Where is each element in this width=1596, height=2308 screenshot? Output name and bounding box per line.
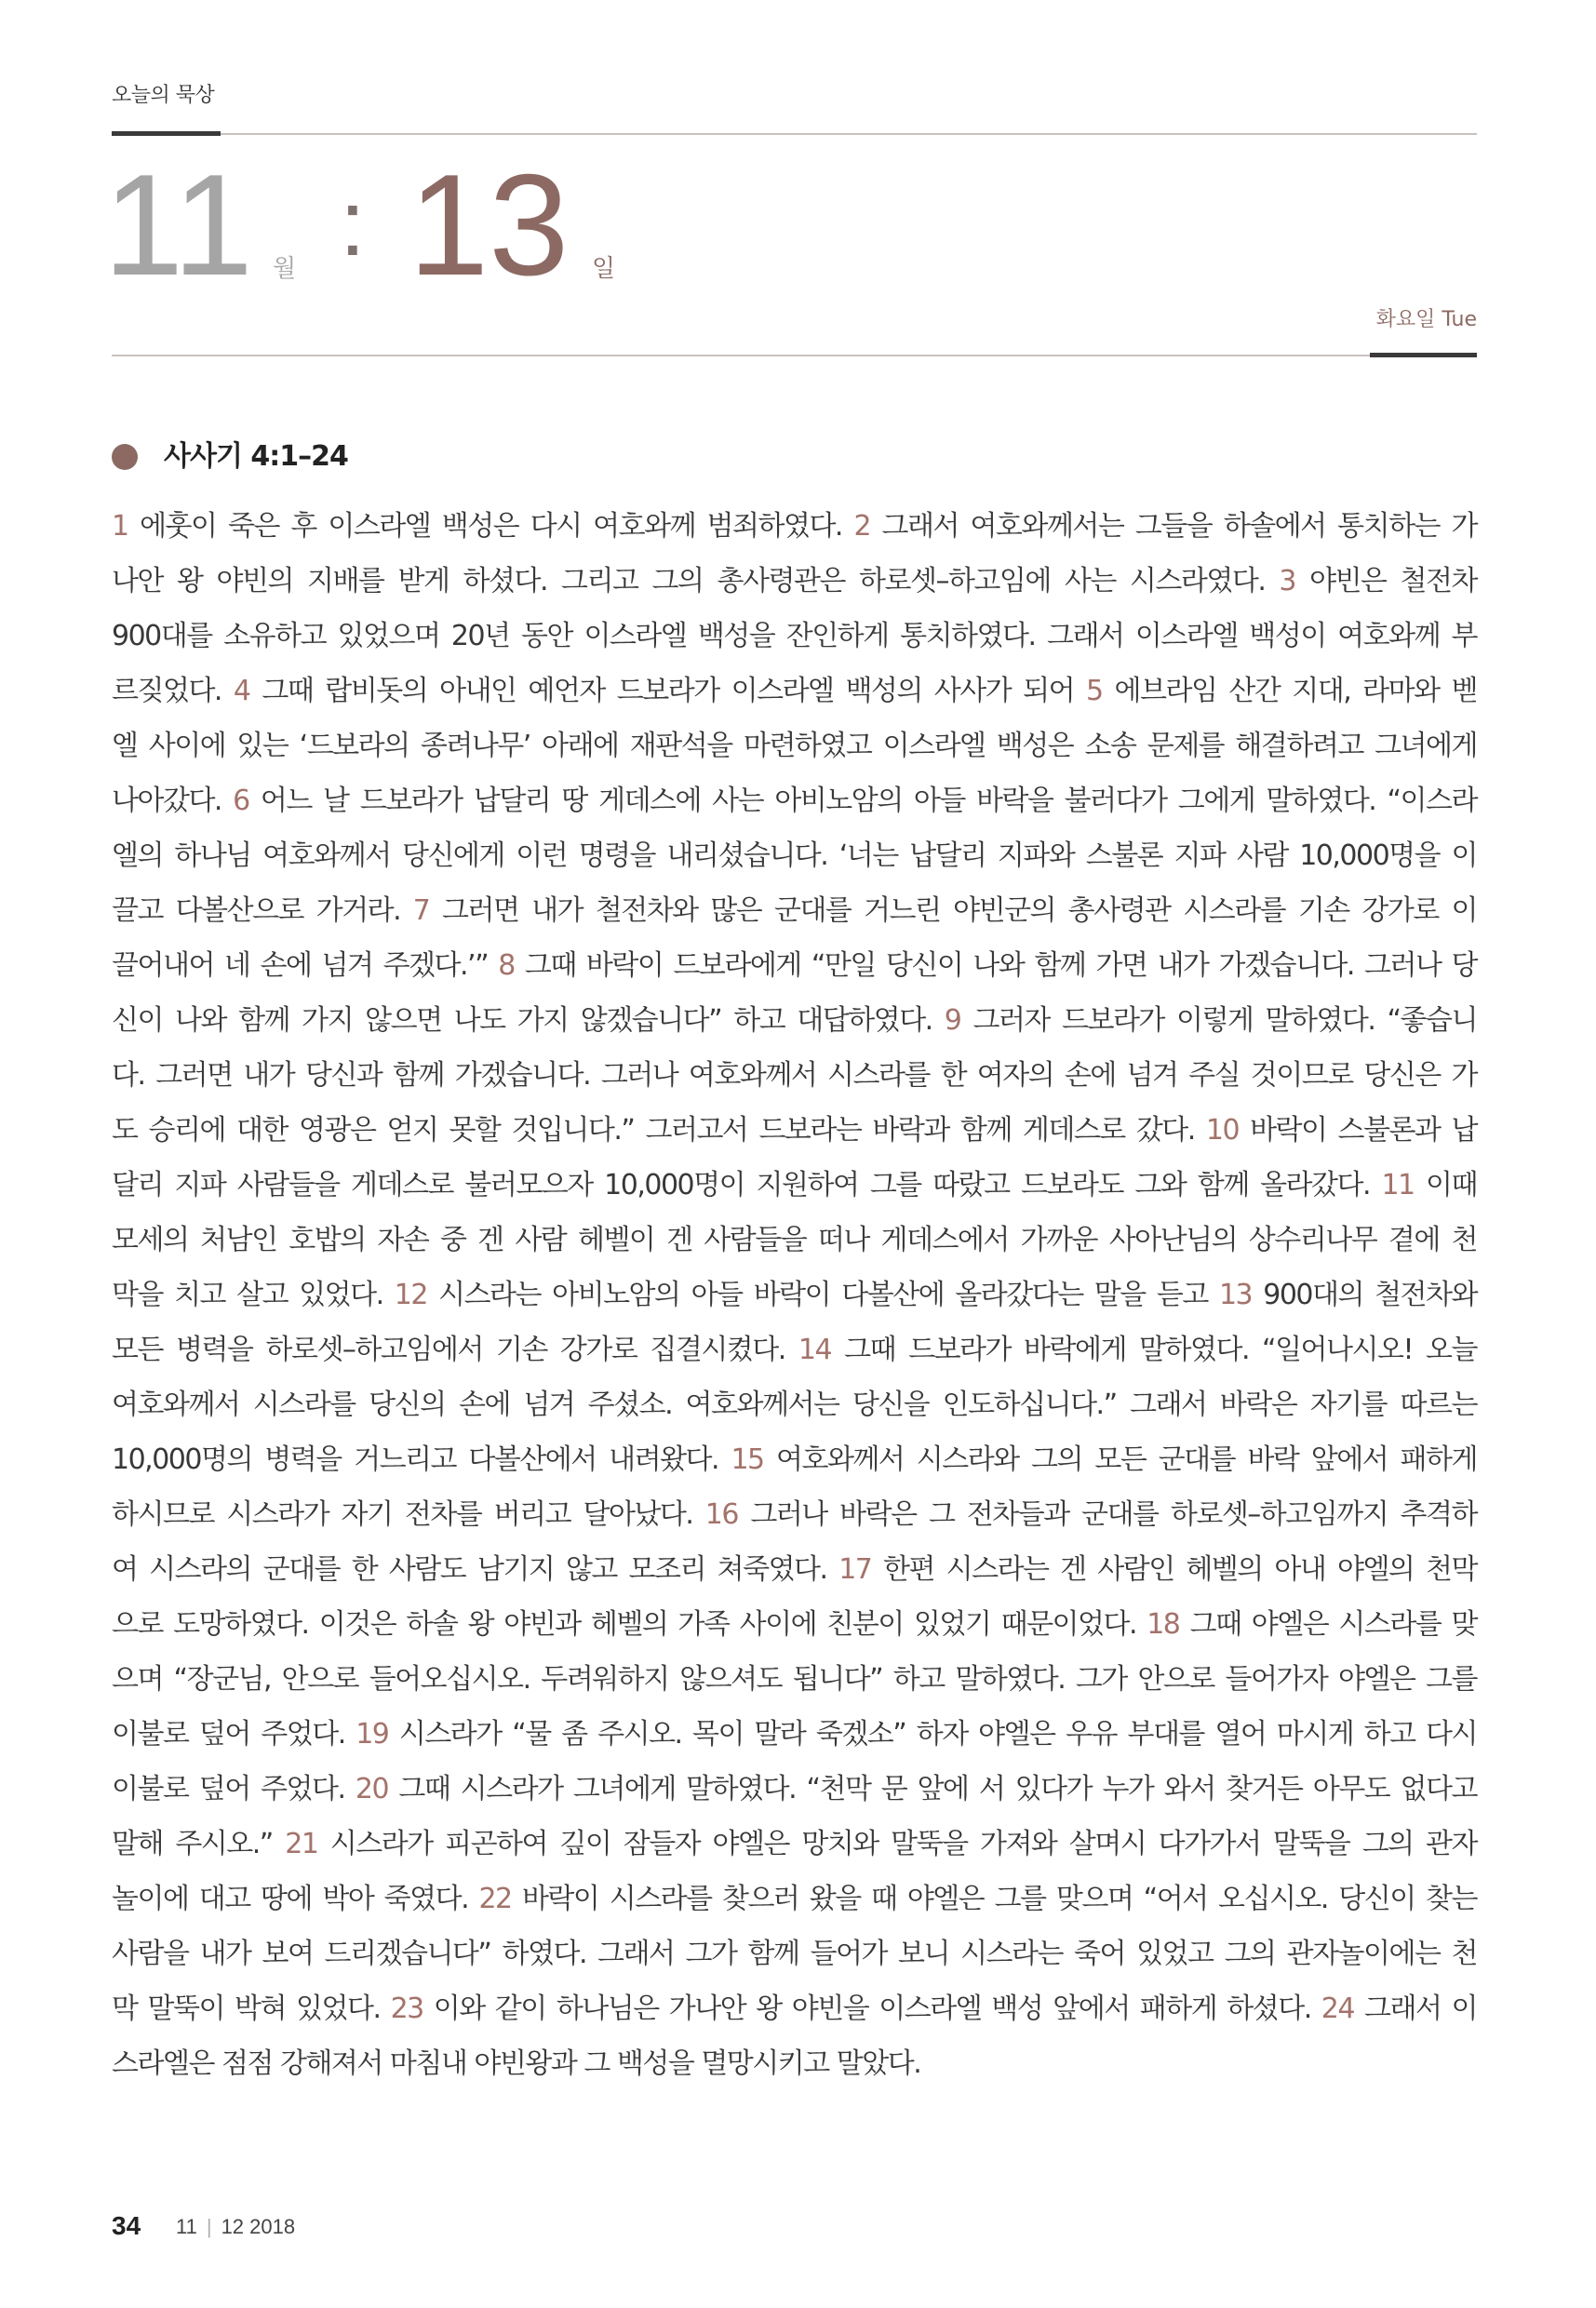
verse-text: 스라엘은 점점 강해져서 마침내 야빈왕과 그 백성을 멸망시키고 말았다. [112,2047,921,2080]
verse-text: 으로 도망하였다. 이것은 하솔 왕 야빈과 헤벨의 가족 사이에 친분이 있었기 때문이었다. [112,1608,1147,1641]
verse-text: 모세의 처남인 호밥의 자손 중 겐 사람 헤벨이 겐 사람들을 떠나 게데스에서 가까운 사아난님의 상수리나무 곁에 천 [112,1224,1477,1256]
scripture-line [112,828,1477,883]
verse-number: 15 [731,1443,764,1476]
issue-month: 11 [176,2215,197,2238]
verse-text: 모든 병력을 하로셋–하고임에서 기손 강가로 집결시켰다. [112,1334,798,1366]
verse-text: 이때 [1414,1169,1477,1201]
scripture-line [112,1597,1477,1652]
verse-text: 야빈은 철전차 [1295,565,1477,597]
date-day: 13 [409,144,570,305]
scripture-line [112,938,1477,993]
verse-text: 끌고 다볼산으로 가거라. [112,894,413,927]
verse-number: 1 [112,510,128,543]
verse-text: 막 말뚝이 박혀 있었다. [112,1993,391,2025]
scripture-line [112,1926,1477,1981]
verse-number: 10 [1205,1114,1240,1147]
verse-text: 그러자 드보라가 이렇게 말하였다. “좋습니 [960,1004,1478,1037]
date-separator: : [340,171,366,275]
scripture-line [112,609,1477,664]
scripture-line [112,1158,1477,1213]
verse-text: 에브라임 산간 지대, 라마와 벧 [1102,675,1477,707]
scripture-line [112,499,1477,554]
verse-text: 한편 시스라는 겐 사람인 헤벨의 아내 야엘의 천막 [871,1553,1477,1586]
verse-number: 21 [285,1828,318,1860]
scripture-line [112,1432,1477,1487]
verse-text: 900대를 소유하고 있었으며 20년 동안 이스라엘 백성을 잔인하게 통치하였다. 그래서 이스라엘 백성이 여호와께 부 [112,620,1477,652]
verse-text: 그러나 바락은 그 전차들과 군대를 하로셋–하고임까지 추격하 [737,1498,1477,1531]
scripture-line [112,1377,1477,1432]
scripture-line [112,773,1477,828]
scripture-line [112,1103,1477,1158]
verse-text: 그래서 이 [1353,1993,1477,2025]
date-weekday: 화요일 Tue [1375,308,1477,331]
verse-text: 그러면 내가 철전차와 많은 군대를 거느린 야빈군의 총사령관 시스라를 기손 강가로 이 [429,894,1477,927]
verse-number: 3 [1279,565,1296,597]
verse-text: 놀이에 대고 땅에 박아 죽였다. [112,1883,479,1915]
verse-text: 엘 사이에 있는 ‘드보라의 종려나무’ 아래에 재판석을 마련하였고 이스라엘 백성은 소송 문제를 해결하려고 그녀에게 [112,730,1477,762]
verse-text: 10,000명의 병력을 거느리고 다볼산에서 내려왔다. [112,1443,731,1476]
scripture-line [112,1048,1477,1103]
verse-text: 이불로 덮어 주었다. [112,1773,355,1805]
reference-bullet-icon [112,444,138,470]
issue-rest: 12 2018 [221,2215,296,2238]
page-number: 34 [112,2211,141,2240]
date-rule [112,355,1477,356]
scripture-line [112,1817,1477,1872]
verse-text: 르짖었다. [112,675,234,707]
verse-number: 8 [498,949,515,982]
date-month-unit: 월 [273,255,297,283]
verse-text: 그때 랍비돗의 아내인 예언자 드보라가 이스라엘 백성의 사사가 되어 [249,675,1087,707]
verse-text: 그때 시스라가 그녀에게 말하였다. “천막 문 앞에 서 있다가 누가 와서 찾거든 아무도 없다고 [388,1773,1477,1805]
scripture-line [112,993,1477,1048]
verse-number: 5 [1086,675,1103,707]
scripture-line [112,1487,1477,1542]
scripture-line [112,1213,1477,1268]
verse-number: 12 [394,1279,427,1311]
verse-number: 20 [355,1773,389,1805]
verse-number: 11 [1381,1169,1415,1201]
scripture-line [112,1762,1477,1817]
verse-text: 신이 나와 함께 가지 않으면 나도 가지 않겠습니다” 하고 대답하였다. [112,1004,945,1037]
scripture-line [112,1268,1477,1322]
scripture-line [112,1981,1477,2036]
scripture-line [112,2036,1477,2091]
header-rule [112,133,1477,135]
scripture-line [112,1542,1477,1597]
verse-text: 으며 “장군님, 안으로 들어오십시오. 두려워하지 않으셔도 됩니다” 하고 말하였다. 그가 안으로 들어가자 야엘은 그를 [112,1663,1477,1696]
verse-text: 바락이 시스라를 찾으러 왔을 때 야엘은 그를 맞으며 “어서 오십시오. 당신이 찾는 [511,1883,1477,1915]
verse-text: 그때 야엘은 시스라를 맞 [1179,1608,1477,1641]
section-title: 오늘의 묵상 [112,84,215,107]
verse-text: 그때 바락이 드보라에게 “만일 당신이 나와 함께 가면 내가 가겠습니다. 그러나 당 [514,949,1477,982]
passage-reference: 사사기 4:1–24 [164,440,348,473]
verse-text: 그때 드보라가 바락에게 말하였다. “일어나시오! 오늘 [831,1334,1478,1366]
verse-text: 900대의 철전차와 [1252,1279,1477,1311]
verse-number: 24 [1321,1993,1354,2025]
verse-text: 사람을 내가 보여 드리겠습니다” 하였다. 그래서 그가 함께 들어가 보니 시스라는 죽어 있었고 그의 관자놀이에는 천 [112,1938,1477,1970]
verse-number: 7 [412,894,430,927]
verse-text: 이불로 덮어 주었다. [112,1718,356,1751]
verse-number: 16 [704,1498,738,1531]
verse-number: 2 [853,510,871,543]
issue-info [176,2215,295,2239]
verse-text: 여호와께서 시스라와 그의 모든 군대를 바락 앞에서 패하게 [763,1443,1478,1476]
verse-number: 18 [1147,1608,1180,1641]
verse-number: 22 [478,1883,512,1915]
date-month: 11 [103,144,253,305]
verse-text: 도 승리에 대한 영광은 얻지 못할 것입니다.” 그러고서 드보라는 바락과 함께 게데스로 갔다. [112,1114,1206,1147]
issue-divider: | [206,2215,212,2238]
verse-text: 말해 주시오.” [112,1828,286,1860]
verse-text: 여 시스라의 군대를 한 사람도 남기지 않고 모조리 쳐죽였다. [112,1553,839,1586]
verse-text: 여호와께서 시스라를 당신의 손에 넘겨 주셨소. 여호와께서는 당신을 인도하십니다.” 그래서 바락은 자기를 따르는 [112,1389,1477,1421]
verse-text: 시스라가 피곤하여 깊이 잠들자 야엘은 망치와 말뚝을 가져와 살며시 다가가서 말뚝을 그의 관자 [317,1828,1477,1860]
verse-text: 에훗이 죽은 후 이스라엘 백성은 다시 여호와께 범죄하였다. [127,510,854,543]
verse-number: 14 [798,1334,832,1366]
verse-text: 이와 같이 하나님은 가나안 왕 야빈을 이스라엘 백성 앞에서 패하게 하셨다. [422,1993,1321,2025]
scripture-line [112,1652,1477,1707]
verse-number: 17 [838,1553,872,1586]
verse-text: 하시므로 시스라가 자기 전차를 버리고 달아났다. [112,1498,705,1531]
scripture-body [112,499,1477,2091]
verse-text: 끌어내어 네 손에 넘겨 주겠다.’” [112,949,499,982]
verse-text: 나아갔다. [112,785,234,817]
verse-number: 6 [233,785,249,817]
verse-text: 달리 지파 사람들을 게데스로 불러모으자 10,000명이 지원하여 그를 따랐고 드보라도 그와 함께 올라갔다. [112,1169,1382,1201]
verse-number: 9 [944,1004,961,1037]
verse-text: 나안 왕 야빈의 지배를 받게 하셨다. 그리고 그의 총사령관은 하로셋–하고임에 사는 시스라였다. [112,565,1280,597]
date-day-unit: 일 [592,255,616,283]
scripture-line [112,664,1477,718]
verse-text: 시스라는 아비노암의 아들 바락이 다볼산에 올라갔다는 말을 듣고 [426,1279,1219,1311]
verse-text: 시스라가 “물 좀 주시오. 목이 말라 죽겠소” 하자 야엘은 우유 부대를 열어 마시게 하고 다시 [388,1718,1478,1751]
verse-text: 막을 치고 살고 있었다. [112,1279,395,1311]
verse-number: 13 [1218,1279,1253,1311]
scripture-line [112,554,1477,609]
verse-number: 23 [390,1993,423,2025]
scripture-line [112,1872,1477,1926]
verse-text: 다. 그러면 내가 당신과 함께 가겠습니다. 그러나 여호와께서 시스라를 한 여자의 손에 넘겨 주실 것이므로 당신은 가 [112,1059,1477,1092]
verse-text: 어느 날 드보라가 납달리 땅 게데스에 사는 아비노암의 아들 바락을 불러다가 그에게 말하였다. “이스라 [248,785,1477,817]
header-rule-accent-bar [112,131,221,136]
scripture-line [112,1322,1477,1377]
scripture-line [112,883,1477,938]
date-rule-accent-bar [1370,353,1477,357]
verse-text: 바락이 스불론과 납 [1239,1114,1477,1147]
verse-number: 4 [233,675,250,707]
scripture-line [112,1707,1477,1762]
verse-number: 19 [355,1718,389,1751]
verse-text: 그래서 여호와께서는 그들을 하솔에서 통치하는 가 [870,510,1477,543]
scripture-line [112,718,1477,773]
verse-text: 엘의 하나님 여호와께서 당신에게 이런 명령을 내리셨습니다. ‘너는 납달리 지파와 스불론 지파 사람 10,000명을 이 [112,839,1477,872]
